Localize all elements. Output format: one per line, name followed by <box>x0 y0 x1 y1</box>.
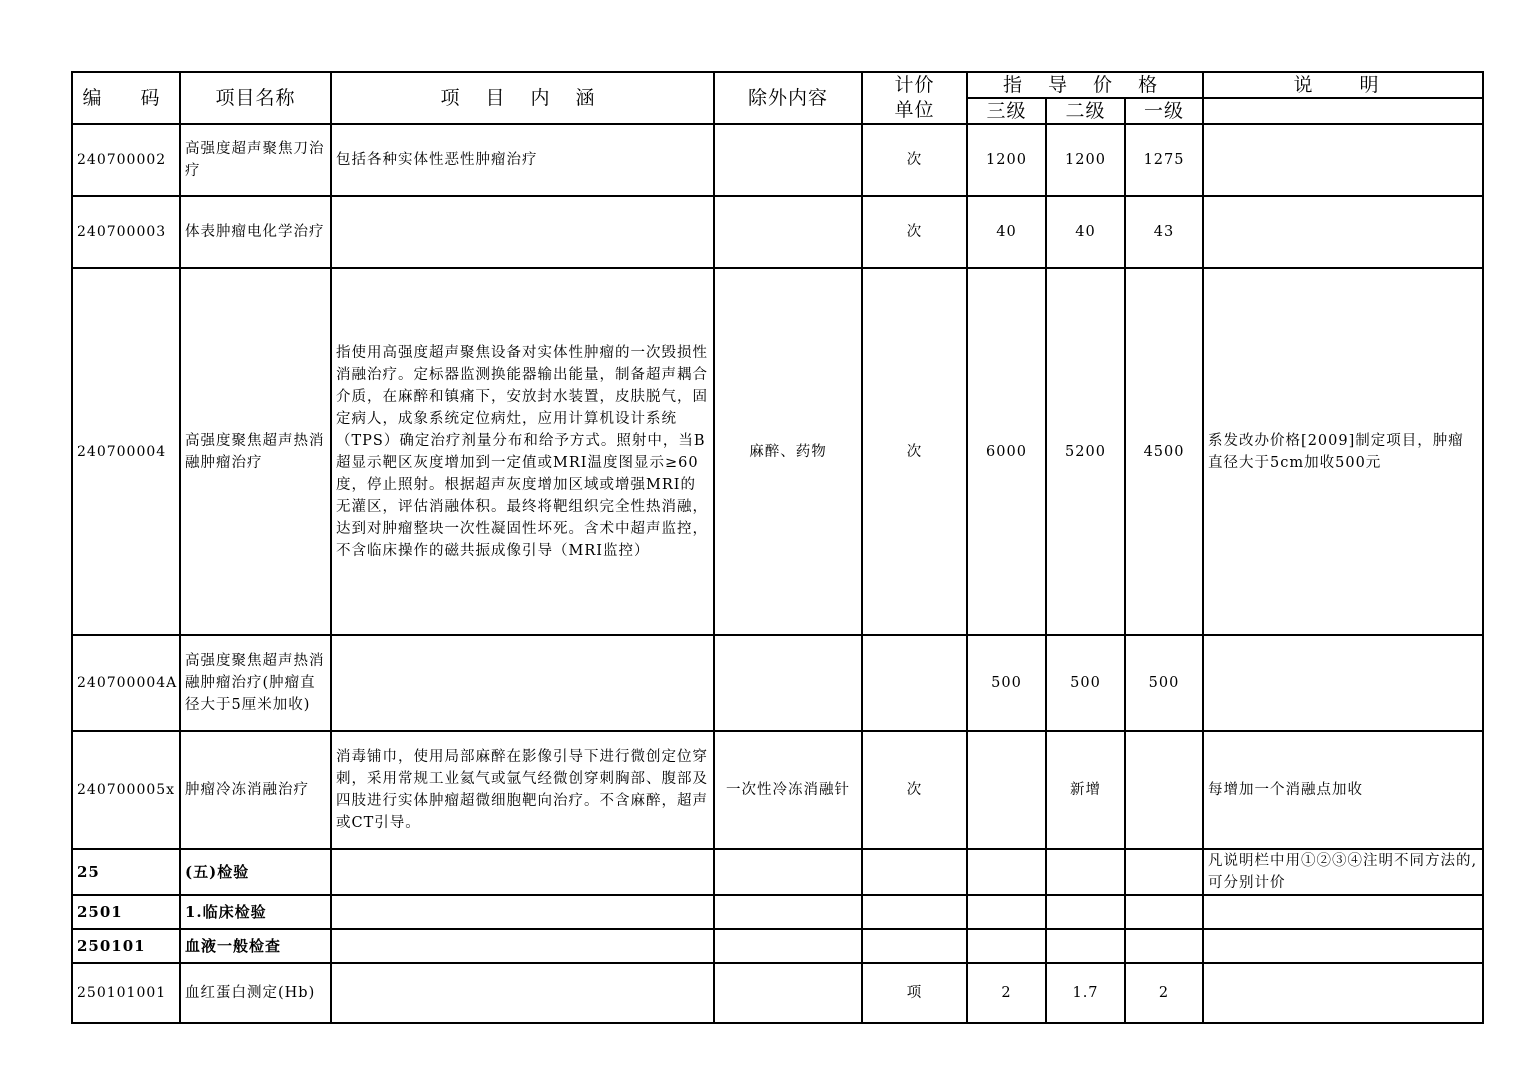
cell-content: 包括各种实体性恶性肿瘤治疗 <box>331 124 714 196</box>
cell-unit: 次 <box>862 196 967 268</box>
cell-price-level2: 1200 <box>1046 124 1125 196</box>
cell-name: 血液一般检查 <box>180 929 331 963</box>
cell-unit <box>862 895 967 929</box>
cell-price-level2: 40 <box>1046 196 1125 268</box>
cell-exclusions <box>714 895 862 929</box>
cell-content <box>331 635 714 731</box>
cell-price-level3 <box>967 731 1046 849</box>
cell-unit <box>862 849 967 895</box>
cell-unit <box>862 929 967 963</box>
table-row <box>72 635 1483 731</box>
table-row <box>72 124 1483 196</box>
cell-price-level3 <box>967 849 1046 895</box>
header-notes-blank <box>1203 98 1483 124</box>
cell-exclusions <box>714 124 862 196</box>
cell-price-level1 <box>1125 929 1203 963</box>
cell-price-level2 <box>1046 929 1125 963</box>
cell-name: (五)检验 <box>180 849 331 895</box>
cell-content <box>331 849 714 895</box>
cell-notes <box>1203 196 1483 268</box>
cell-price-level3: 6000 <box>967 268 1046 635</box>
cell-exclusions <box>714 929 862 963</box>
table-row <box>72 268 1483 635</box>
cell-price-level2: 500 <box>1046 635 1125 731</box>
cell-notes <box>1203 963 1483 1023</box>
cell-code: 240700002 <box>72 124 180 196</box>
cell-code: 2501 <box>72 895 180 929</box>
cell-exclusions <box>714 849 862 895</box>
table-row <box>72 929 1483 963</box>
cell-price-level1 <box>1125 849 1203 895</box>
cell-content <box>331 929 714 963</box>
cell-exclusions: 麻醉、药物 <box>714 268 862 635</box>
cell-price-level2: 1.7 <box>1046 963 1125 1023</box>
cell-unit: 次 <box>862 124 967 196</box>
cell-code: 240700004 <box>72 268 180 635</box>
cell-exclusions: 一次性冷冻消融针 <box>714 731 862 849</box>
cell-price-level1: 43 <box>1125 196 1203 268</box>
table-row <box>72 731 1483 849</box>
header-price-group: 指 导 价 格 <box>967 72 1203 98</box>
cell-name: 肿瘤冷冻消融治疗 <box>180 731 331 849</box>
header-content: 项 目 内 涵 <box>331 72 714 124</box>
header-name: 项目名称 <box>180 72 331 124</box>
header-level1: 一级 <box>1125 98 1203 124</box>
cell-notes <box>1203 635 1483 731</box>
cell-price-level3: 500 <box>967 635 1046 731</box>
cell-price-level1: 1275 <box>1125 124 1203 196</box>
header-notes: 说 明 <box>1203 72 1483 98</box>
cell-price-level2 <box>1046 895 1125 929</box>
cell-name: 高强度超声聚焦刀治疗 <box>180 124 331 196</box>
price-table <box>71 71 1484 1024</box>
cell-code: 250101001 <box>72 963 180 1023</box>
cell-unit: 次 <box>862 268 967 635</box>
cell-notes: 系发改办价格[2009]制定项目，肿瘤直径大于5cm加收500元 <box>1203 268 1483 635</box>
cell-price-level3: 1200 <box>967 124 1046 196</box>
cell-price-level1 <box>1125 731 1203 849</box>
cell-notes: 凡说明栏中用①②③④注明不同方法的,可分别计价 <box>1203 849 1483 895</box>
cell-content <box>331 963 714 1023</box>
cell-price-level1 <box>1125 895 1203 929</box>
cell-price-level2: 新增 <box>1046 731 1125 849</box>
cell-notes <box>1203 124 1483 196</box>
cell-unit: 次 <box>862 731 967 849</box>
cell-name: 血红蛋白测定(Hb) <box>180 963 331 1023</box>
cell-price-level1: 2 <box>1125 963 1203 1023</box>
cell-price-level2 <box>1046 849 1125 895</box>
cell-price-level3: 40 <box>967 196 1046 268</box>
table-row <box>72 895 1483 929</box>
header-exclusions: 除外内容 <box>714 72 862 124</box>
header-code: 编 码 <box>72 72 180 124</box>
cell-code: 240700003 <box>72 196 180 268</box>
cell-exclusions <box>714 963 862 1023</box>
header-unit: 计价单位 <box>862 72 967 124</box>
cell-notes: 每增加一个消融点加收 <box>1203 731 1483 849</box>
cell-code: 240700005x <box>72 731 180 849</box>
cell-price-level3 <box>967 895 1046 929</box>
cell-name: 高强度聚焦超声热消融肿瘤治疗(肿瘤直径大于5厘米加收) <box>180 635 331 731</box>
cell-notes <box>1203 895 1483 929</box>
cell-name: 高强度聚焦超声热消融肿瘤治疗 <box>180 268 331 635</box>
cell-content: 消毒铺巾，使用局部麻醉在影像引导下进行微创定位穿刺，采用常规工业氦气或氩气经微创穿刺胸部、腹部及四肢进行实体肿瘤超微细胞靶向治疗。不含麻醉，超声或CT引导。 <box>331 731 714 849</box>
cell-exclusions <box>714 635 862 731</box>
cell-code: 250101 <box>72 929 180 963</box>
cell-content: 指使用高强度超声聚焦设备对实体性肿瘤的一次毁损性消融治疗。定标器监测换能器输出能量，制备超声耦合介质，在麻醉和镇痛下，安放封水装置，皮肤脱气，固定病人，成象系统定位病灶，应用计算机设计系统（TPS）确定治疗剂量分布和给予方式。照射中，当B超显示靶区灰度增加到一定值或MRI温度图显示≥60度，停止照射。根据超声灰度增加区域或增强MRI的无灌区，评估消融体积。最终将靶组织完全性热消融，达到对肿瘤整块一次性凝固性坏死。含术中超声监控，不含临床操作的磁共振成像引导（MRI监控） <box>331 268 714 635</box>
cell-price-level3 <box>967 929 1046 963</box>
cell-code: 25 <box>72 849 180 895</box>
cell-content <box>331 895 714 929</box>
table-row <box>72 849 1483 895</box>
cell-content <box>331 196 714 268</box>
cell-code: 240700004A <box>72 635 180 731</box>
cell-price-level1: 4500 <box>1125 268 1203 635</box>
cell-unit: 项 <box>862 963 967 1023</box>
cell-exclusions <box>714 196 862 268</box>
cell-notes <box>1203 929 1483 963</box>
table-row <box>72 196 1483 268</box>
cell-unit <box>862 635 967 731</box>
cell-price-level2: 5200 <box>1046 268 1125 635</box>
header-level2: 二级 <box>1046 98 1125 124</box>
header-level3: 三级 <box>967 98 1046 124</box>
cell-price-level1: 500 <box>1125 635 1203 731</box>
table-row <box>72 963 1483 1023</box>
cell-name: 体表肿瘤电化学治疗 <box>180 196 331 268</box>
cell-name: 1.临床检验 <box>180 895 331 929</box>
cell-price-level3: 2 <box>967 963 1046 1023</box>
